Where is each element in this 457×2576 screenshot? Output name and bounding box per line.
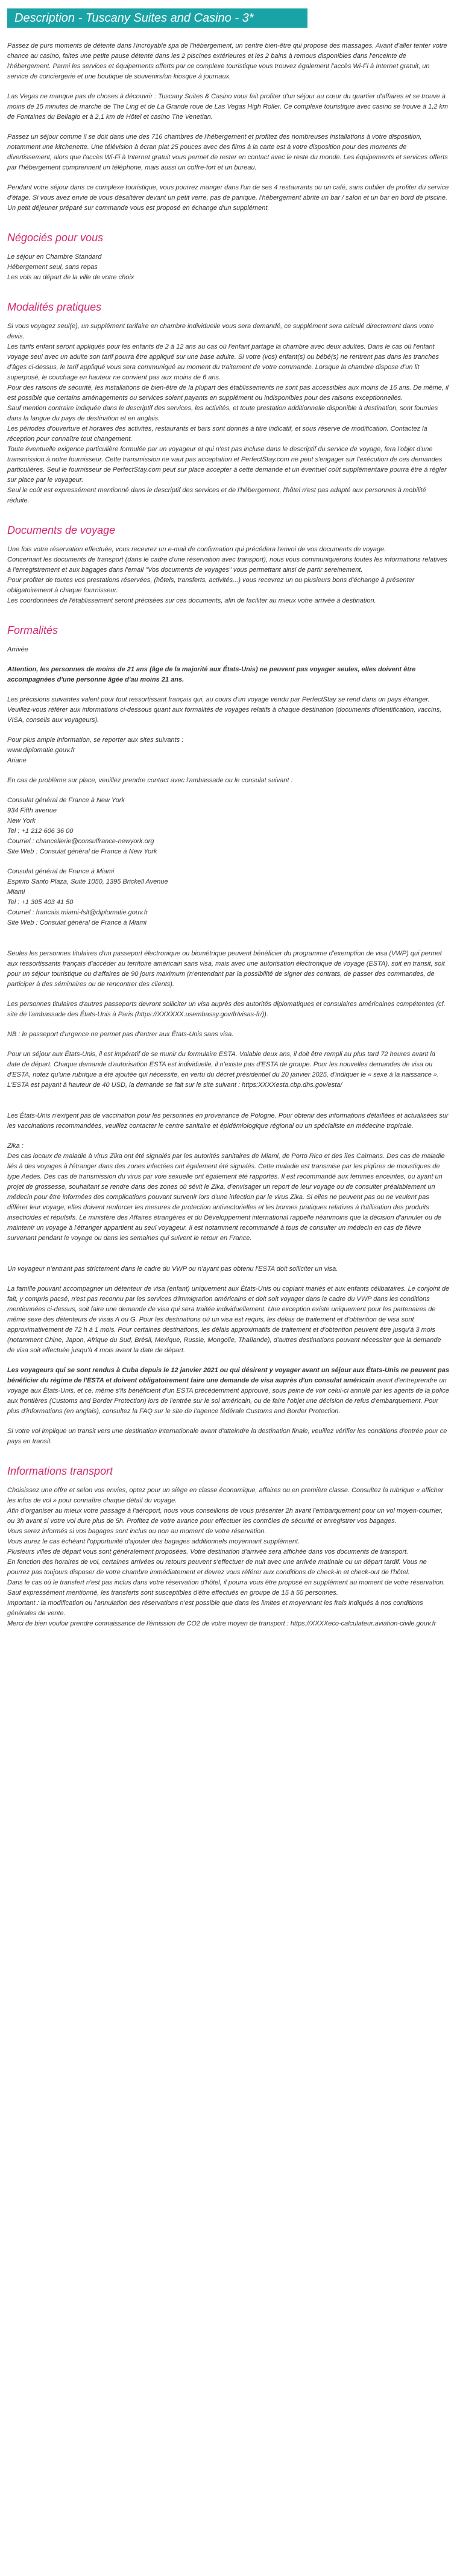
transport-paragraph [7, 1486, 450, 1629]
formalities-paragraph [7, 645, 450, 655]
text-line: Miami [7, 888, 25, 896]
documents-title: Documents de voyage [7, 524, 116, 536]
text-line: En fonction des horaires de vol, certaines arrivées ou retours peuvent s'effectuer de nuit avec une arrivée matinale ou un départ tardif. Vous ne pourrez pas toujours disposer de votre chambre immédiatement et devrez vous référer aux conditions de check-in et check-out de l'hôtel. [7, 1559, 427, 1576]
formalities-paragraph [7, 1284, 450, 1356]
bold-lead: Les voyageurs qui se sont rendus à Cuba depuis le 12 janvier 2021 ou qui désirent y voyager avant un séjour aux États-Unis ne peuvent pas bénéficier du régime de l'ESTA et doivent obligatoirement faire une demande de visa auprès d'un consulat américain [7, 1367, 449, 1384]
spacer [7, 938, 450, 949]
formalities-title: Formalités [7, 624, 58, 636]
text-line: Las Vegas ne manque pas de choses à découvrir : Tuscany Suites & Casino vous fait profiter d'un séjour au cœur du quartier d'affaires et se trouve à moins de 15 minutes de marche de The Ling et de La Grande roue de Las Vegas High Roller. Ce complexe touristique avec casino se trouve à 1,2 km de Fontaines du Bellagio et à 2,1 km de Hôtel et casino The Venetian. [7, 93, 449, 121]
formalities-paragraph [7, 1426, 450, 1447]
formalities-paragraph [7, 1111, 450, 1131]
text-line: Les personnes titulaires d'autres passeports devront solliciter un visa auprès des autorités diplomatiques et consulaires américaines compétentes (cf. site de l'ambassade des États-Unis à Paris (https://XXXXXX.usembassy.gov/fr/visas-fr/)). [7, 1001, 446, 1018]
negociated-section [7, 230, 450, 283]
text-line: Choisissez une offre et selon vos envies, optez pour un siège en classe économique, affaires ou en première classe. Consultez la rubrique « afficher les infos de vol » pour connaître chaque détail du voyage. [7, 1487, 444, 1504]
text-line: Consulat général de France à New York [7, 797, 125, 804]
negociated-item: Les vols au départ de la ville de votre choix [7, 274, 134, 281]
text-line: Si vous voyagez seul(e), un supplément tarifaire en chambre individuelle vous sera demandé, ce supplément sera calculé directement dans votre devis. [7, 323, 434, 340]
negociated-item: Hébergement seul, sans repas [7, 264, 98, 271]
text-line: Afin d'organiser au mieux votre passage à l'aéroport, nous vous conseillons de vous présenter 2h avant l'embarquement pour un vol moyen-courrier, ou 3h avant si votre vol dure plus de 5h. Profitez de votre avance pour effectuer les contrôles de sécurité et enregistrer vos bagages. [7, 1507, 443, 1525]
rest-text: avant d'entreprendre un voyage aux États-Unis, et ce, même s'ils bénéficient d'un ESTA précédemment approuvé, sous peine de voir celui-ci annulé par les agents de la police aux frontières (Customs and Border Protection) lors de l'entrée sur le sol américain, ou de faire l'objet une décision de refus d'embarquement. Pour plus d'informations (en anglais), consultez la FAQ sur le site de l'agence fédérale Customs and Border Protection. [7, 1377, 450, 1415]
text-line: En cas de problème sur place, veuillez prendre contact avec l'ambassade ou le consulat suivant : [7, 777, 293, 784]
text-line: Tel : +1 212 606 36 00 [7, 828, 74, 835]
negociated-list [7, 252, 450, 283]
page-title: Description - Tuscany Suites and Casino - 3* [7, 8, 307, 28]
text-line: Vous aurez le cas échéant l'opportunité d'ajouter des bagages additionnels moyennant supplément. [7, 1538, 300, 1545]
text-line: Espirito Santo Plaza, Suite 1050, 1395 Brickell Avenue [7, 878, 168, 885]
text-line: Les précisions suivantes valent pour tout ressortissant français qui, au cours d'un voyage vendu par PerfectStay se rend dans un pays étranger. [7, 696, 430, 703]
text-line: Site Web : Consulat général de France à New York [7, 848, 157, 855]
text-line: Un voyageur n'entrant pas strictement dans le cadre du VWP ou n'ayant pas obtenu l'ESTA doit solliciter un visa. [7, 1265, 338, 1273]
text-line: Dans le cas où le transfert n'est pas inclus dans votre réservation d'hôtel, il pourra vous être proposé en supplément au moment de votre réservation. Sauf expressément mentionné, les transferts sont susceptibles d'être effectués en groupe de 15 à 55 personnes. [7, 1579, 446, 1597]
text-line: Tel : +1 305 403 41 50 [7, 899, 74, 906]
text-line: Passez un séjour comme il se doit dans une des 716 chambres de l'hébergement et profitez des nombreuses installations à votre disposition, notamment une kitchenette. Une télévision à écran plat 25 pouces avec des films à la carte est à votre disposition pour des moments de divertissement, alors que l'accès Wi-Fi à Internet gratuit vous permet de rester en contact avec le reste du monde. Les équipements et services offerts par l'hébergement comprennent un téléphone, mais aussi un coffre-fort et un bureau. [7, 133, 448, 171]
text-line: Important : la modification ou l'annulation des réservations n'est possible que dans les limites et moyennant les frais indiqués à nos conditions générales de vente. [7, 1600, 423, 1617]
formalities-paragraph [7, 1366, 450, 1417]
text-line: Toute éventuelle exigence particulière formulée par un voyageur et qui n'est pas incluse dans le descriptif du service de voyage, fera l'objet d'une transmission à notre fournisseur. Cette transmission ne vaut pas acceptation et PerfectStay.com ne peut s'engager sur l'exécution de ces demandes particulières. Seul le fournisseur de PerfectStay.com peut sur place accepter à cette demande et un éventuel coût supplémentaire pourra être à régler sur place par le voyageur. [7, 446, 447, 484]
text-line: La famille pouvant accompagner un détenteur de visa (enfant) uniquement aux États-Unis ou copiant mariés et aux enfants célibataires. Le conjoint de fait, y compris pacsé, n'est pas reconnu par les services d'immigration américains et doit soit voyager dans le cadre du VWP dans les conditions mentionnées ci-dessus, soit faire une demande de visa qui sera traitée individuellement. Une exception existe uniquement pour les partenaires de même sexe des détenteurs de visas A ou G. Pour les destinations où un visa est requis, les délais de traitement et d'obtention de visa sont approximativement de 72 h à 1 mois. Pour certaines destinations, les délais approximatifs de traitement et d'obtention peuvent être jusqu'à 3 mois (notamment Chine, Japon, Afrique du Sud, Brésil, Mexique, Russie, Mongolie, Thaïlande), d'autres destinations pouvant nécessiter que la demande de visa soit effectuée jusqu'à 4 mois avant la date de départ. [7, 1285, 450, 1354]
negociated-item: Le séjour en Chambre Standard [7, 253, 102, 261]
modalities-section [7, 300, 450, 506]
text-line: Seules les personnes titulaires d'un passeport électronique ou biométrique peuvent bénéficier du programme d'exemption de visa (VWP) qui permet aux ressortissants français d'accéder au territoire américain sans visa, mais avec une autorisation électronique de voyage (ESTA), soit en transit, soit pour un séjour touristique ou d'affaires de 90 jours maximum (n'entendant par la possibilité de signer des contrats, de passer des commandes, de participer à des séminaires ou de rencontrer des clients). [7, 950, 445, 988]
description-section [7, 41, 450, 214]
text-line: Des cas locaux de maladie à virus Zika ont été signalés par les autorités sanitaires de Miami, de Porto Rico et des îles Caïmans. Des cas de maladie liés à des voyages à l'étranger dans des zones infectées ont également été signalés. Cette maladie est transmise par les piqûres de moustiques de type Aedes. Des cas de transmission du virus par voie sexuelle ont également été rapportés. Il est recommandé aux femmes enceintes, ou ayant un projet de grossesse, souhaitant se rendre dans des zones où sévit le Zika, d'envisager un report de leur voyage ou de consulter préalablement un médecin pour être informées des complications pouvant survenir lors d'une infection par le virus Zika. Si elles ne peuvent pas ou ne veulent pas différer leur voyage, elles doivent renforcer les mesures de protection antivectorielles et les bonnes pratiques relatives à l'utilisation des produits insecticides et répulsifs. Le ministère des Affaires étrangères et du Développement international rappelle néanmoins que la décision d'annuler ou de maintenir un voyage à l'étranger appartient au seul voyageur. Il est notamment recommandé à tous de consulter un médecin en cas de fièvre survenant pendant le voyage ou dans les semaines qui suivent le retour en France. [7, 1153, 445, 1242]
text-line: Les périodes d'ouverture et horaires des activités, restaurants et bars sont donnés à titre indicatif, et sous réserve de modification. Contactez la réception pour connaître tout changement. [7, 425, 427, 443]
description-paragraph [7, 183, 450, 214]
formalities-paragraph [7, 735, 450, 766]
text-line: Arrivée [7, 646, 28, 653]
formalities-paragraph [7, 999, 450, 1020]
text-line: Merci de bien vouloir prendre connaissance de l'émission de CO2 de votre moyen de transport : https://XXXXeco-calculateur.aviation-civile.gouv.fr [7, 1620, 437, 1627]
text-line: Courriel : chancellerie@consulfrance-newyork.org [7, 838, 154, 845]
transport-title: Informations transport [7, 1465, 113, 1477]
text-line: Sauf mention contraire indiquée dans le descriptif des services, les activités, et toute prestation additionnelle disponible à destination, sont fournies dans la langue du pays de destination et en anglais. [7, 405, 438, 422]
text-line: Pour des raisons de sécurité, les installations de bien-être de la plupart des établissements ne sont pas accessibles aux moins de 16 ans. De même, il est possible que certains aménagements ou services soient payants en supplément ou indisponibles pour des raisons exceptionnelles. [7, 384, 449, 402]
text-line: NB : le passeport d'urgence ne permet pas d'entrer aux États-Unis sans visa. [7, 1031, 234, 1038]
documents-section [7, 523, 450, 606]
text-line: www.diplomatie.gouv.fr [7, 747, 75, 754]
text-line: Vous serez informés si vos bagages sont inclus ou non au moment de votre réservation. [7, 1528, 266, 1535]
modalities-title: Modalités pratiques [7, 301, 102, 313]
text-line: Courriel : francais.miami-fslt@diplomatie.gouv.fr [7, 909, 148, 916]
description-paragraph [7, 41, 450, 82]
text-line: Les États-Unis n'exigent pas de vaccination pour les personnes en provenance de Pologne. Pour obtenir des informations détaillées et actualisées sur les vaccinations recommandées, veuillez contacter le centre sanitaire et épidémiologique régional ou un spécialiste en médecine tropicale. [7, 1112, 449, 1130]
text-line: Plusieurs villes de départ vous sont généralement proposées. Votre destination d'arrivée sera affichée dans vos documents de transport. [7, 1548, 409, 1555]
text-line: Pour plus ample information, se reporter aux sites suivants : [7, 736, 184, 744]
spacer [7, 1253, 450, 1264]
formalities-paragraph [7, 796, 450, 857]
modalities-paragraph [7, 321, 450, 506]
transport-section [7, 1464, 450, 1629]
formalities-paragraph [7, 1049, 450, 1090]
formalities-paragraph [7, 867, 450, 928]
text-line: Passez de purs moments de détente dans l'incroyable spa de l'hébergement, un centre bien-être qui propose des massages. Avant d'aller tenter votre chance au casino, faites une petite pause détente dans les 2 piscines extérieures et les 2 bains à remous disponibles dans l'enceinte de l'hébergement. Parmi les services et équipements offerts par ce complexe touristique vous trouvez également l'accès Wi-Fi à Internet gratuit, un service de conciergerie et une boutique de souvenirs/un kiosque à journaux. [7, 42, 447, 80]
formalities-paragraph [7, 695, 450, 726]
formalities-section [7, 623, 450, 1447]
text-line: Ariane [7, 757, 27, 764]
formalities-paragraph [7, 1264, 450, 1274]
text-line: New York [7, 817, 36, 824]
text-line: Site Web : Consulat général de France à Miami [7, 919, 147, 926]
description-paragraph [7, 132, 450, 173]
documents-paragraph [7, 545, 450, 606]
formalities-paragraph [7, 776, 450, 786]
text-line: Zika : [7, 1142, 24, 1150]
text-line: 934 Fifth avenue [7, 807, 57, 814]
text-line: Pour un séjour aux États-Unis, il est impératif de se munir du formulaire ESTA. Valable deux ans, il doit être rempli au plus tard 72 heures avant la date de départ. Chaque demande d'autorisation ESTA est individuelle, il n'existe pas d'ESTA de groupe. Pour les nouvelles demandes de visa ou d'ESTA, notez qu'une rubrique a été ajoutée qui nécessite, en vertu du décret présidentiel du 20 janvier 2025, d'indiquer le « sexe à la naissance ». L'ESTA est payant à hauteur de 40 USD, la demande se fait sur le site suivant : https:XXXXesta.cbp.dhs.gov/esta/ [7, 1051, 440, 1089]
text-line: Les coordonnées de l'établissement seront précisées sur ces documents, afin de faciliter au mieux votre arrivée à destination. [7, 597, 376, 604]
text-line: Veuillez-vous référer aux informations ci-dessous quant aux formalités de voyages relatifs à chaque destination (documents d'identification, vaccins, VISA, conseils aux voyageurs). [7, 706, 442, 724]
text-line: Les tarifs enfant seront appliqués pour les enfants de 2 à 12 ans au cas où l'enfant partage la chambre avec deux adultes. Dans le cas où l'enfant voyage seul avec un adulte son tarif pourra être appliqué sur une base adulte. Si votre (vos) enfant(s) ou bébé(s) ne rentrent pas dans les tranches d'âges ci-dessus, le tarif appliqué vous sera communiqué au moment du traitement de votre commande. Lorsque la chambre dispose d'un lit superposé, le couchage en hauteur ne convient pas aux moins de 6 ans. [7, 343, 440, 381]
formalities-paragraph [7, 1141, 450, 1244]
description-paragraph [7, 92, 450, 122]
negociated-title: Négociés pour vous [7, 232, 104, 244]
spacer [7, 1100, 450, 1111]
text-line: Seul le coût est expressément mentionné dans le descriptif des services et de l'hébergement, l'hôtel n'est pas adapté aux personnes à mobilité réduite. [7, 487, 426, 504]
formalities-paragraph [7, 1030, 450, 1040]
text-line: Une fois votre réservation effectuée, vous recevrez un e-mail de confirmation qui précédera l'envoi de vos documents de voyage. [7, 546, 386, 553]
text-line: Concernant les documents de transport (dans le cadre d'une réservation avec transport), nous vous communiquerons toutes les informations relatives à l'enregistrement et aux bagages dans l'email "Vos documents de voyages" vous permettant ainsi de partir sereinement. [7, 556, 447, 574]
text-line: Si votre vol implique un transit vers une destination internationale avant d'atteindre la destination finale, veuillez vérifier les conditions d'entrée pour ce pays en transit. [7, 1428, 447, 1445]
formalities-paragraph [7, 949, 450, 990]
text-line: Consulat général de France à Miami [7, 868, 115, 875]
text-line: Pendant votre séjour dans ce complexe touristique, vous pourrez manger dans l'un de ses 4 restaurants ou un café, sans oublier de profiter du service d'étage. Si vous avez envie de vous désaltérer devant un petit verre, pas de panique, l'hébergement abrite un bar / salon et un bar en bord de piscine. Un petit déjeuner préparé sur commande vous est proposé en échange d'un supplément. [7, 184, 449, 212]
text-line: Pour profiter de toutes vos prestations réservées, (hôtels, transferts, activités...) vous recevrez un ou plusieurs bons d'échange à présenter obligatoirement à chaque fournisseur. [7, 577, 415, 594]
text-line: Attention, les personnes de moins de 21 ans (âge de la majorité aux États-Unis) ne peuvent pas voyager seules, elles doivent être accompagnées d'une personne âgée d'au moins 21 ans. [7, 666, 416, 683]
formalities-paragraph [7, 665, 450, 685]
